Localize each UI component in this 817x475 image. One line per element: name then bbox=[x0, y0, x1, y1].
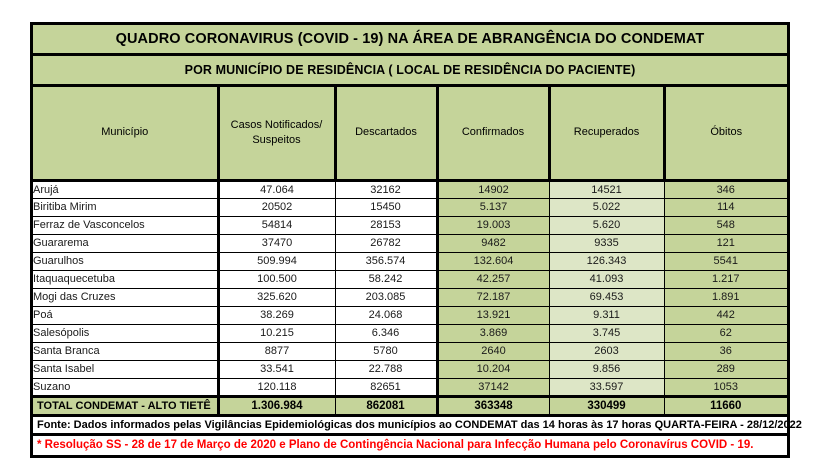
table-header-row bbox=[33, 87, 787, 180]
cell-confirmados: 14902 bbox=[437, 180, 549, 198]
total-notificados: 1.306.984 bbox=[218, 396, 335, 415]
cell-municipio: Suzano bbox=[33, 378, 218, 396]
cell-recuperados: 33.597 bbox=[549, 378, 664, 396]
cell-obitos: 289 bbox=[664, 360, 787, 378]
cell-recuperados: 2603 bbox=[549, 342, 664, 360]
cell-notificados: 33.541 bbox=[218, 360, 335, 378]
cell-obitos: 548 bbox=[664, 216, 787, 234]
column-header-casos-notificados-line1: Casos Notificados/ bbox=[230, 118, 323, 131]
table-row bbox=[33, 234, 787, 252]
cell-notificados: 37470 bbox=[218, 234, 335, 252]
cell-municipio: Mogi das Cruzes bbox=[33, 288, 218, 306]
table-row bbox=[33, 216, 787, 234]
cell-confirmados: 5.137 bbox=[437, 198, 549, 216]
cell-obitos: 5541 bbox=[664, 252, 787, 270]
table-total-row bbox=[33, 396, 787, 415]
footnote-source: Fonte: Dados informados pelas Vigilâncias Epidemiológicas dos municípios ao CONDEMAT das 14 horas às 17 horas QUARTA-FEIRA - 28/12/2022 bbox=[33, 417, 787, 436]
cell-municipio: Salesópolis bbox=[33, 324, 218, 342]
cell-obitos: 1.217 bbox=[664, 270, 787, 288]
table-row bbox=[33, 342, 787, 360]
cell-obitos: 442 bbox=[664, 306, 787, 324]
table-row bbox=[33, 198, 787, 216]
cell-notificados: 20502 bbox=[218, 198, 335, 216]
cell-confirmados: 2640 bbox=[437, 342, 549, 360]
cell-descartados: 24.068 bbox=[335, 306, 437, 324]
cell-municipio: Guararema bbox=[33, 234, 218, 252]
column-header-casos-notificados-line2: Suspeitos bbox=[252, 133, 301, 146]
cell-notificados: 509.994 bbox=[218, 252, 335, 270]
table-row bbox=[33, 306, 787, 324]
cell-notificados: 10.215 bbox=[218, 324, 335, 342]
table-row bbox=[33, 378, 787, 396]
column-header-casos-notificados bbox=[218, 87, 335, 180]
table-row bbox=[33, 252, 787, 270]
cell-descartados: 26782 bbox=[335, 234, 437, 252]
cell-municipio: Santa Isabel bbox=[33, 360, 218, 378]
cell-notificados: 54814 bbox=[218, 216, 335, 234]
total-recuperados: 330499 bbox=[549, 396, 664, 415]
cell-recuperados: 14521 bbox=[549, 180, 664, 198]
cell-notificados: 8877 bbox=[218, 342, 335, 360]
cell-obitos: 1053 bbox=[664, 378, 787, 396]
cell-descartados: 22.788 bbox=[335, 360, 437, 378]
total-label: TOTAL CONDEMAT - ALTO TIETÊ bbox=[33, 396, 218, 415]
table-body bbox=[33, 180, 787, 396]
cell-municipio: Guarulhos bbox=[33, 252, 218, 270]
page-title: QUADRO CORONAVIRUS (COVID - 19) NA ÁREA DE ABRANGÊNCIA DO CONDEMAT bbox=[33, 25, 787, 56]
table-row bbox=[33, 180, 787, 198]
table-row bbox=[33, 360, 787, 378]
page-subtitle: POR MUNICÍPIO DE RESIDÊNCIA ( LOCAL DE RESIDÊNCIA DO PACIENTE) bbox=[33, 56, 787, 87]
cell-recuperados: 69.453 bbox=[549, 288, 664, 306]
cell-obitos: 114 bbox=[664, 198, 787, 216]
cell-confirmados: 19.003 bbox=[437, 216, 549, 234]
cell-descartados: 6.346 bbox=[335, 324, 437, 342]
cell-municipio: Biritiba Mirim bbox=[33, 198, 218, 216]
cell-notificados: 38.269 bbox=[218, 306, 335, 324]
cell-municipio: Itaquaquecetuba bbox=[33, 270, 218, 288]
cell-confirmados: 42.257 bbox=[437, 270, 549, 288]
table-row bbox=[33, 324, 787, 342]
cell-recuperados: 9.856 bbox=[549, 360, 664, 378]
cell-municipio: Ferraz de Vasconcelos bbox=[33, 216, 218, 234]
covid-data-table bbox=[33, 87, 787, 417]
table-row bbox=[33, 270, 787, 288]
cell-confirmados: 37142 bbox=[437, 378, 549, 396]
total-obitos: 11660 bbox=[664, 396, 787, 415]
cell-notificados: 47.064 bbox=[218, 180, 335, 198]
cell-municipio: Santa Branca bbox=[33, 342, 218, 360]
cell-recuperados: 126.343 bbox=[549, 252, 664, 270]
column-header-obitos: Óbitos bbox=[664, 87, 787, 180]
cell-descartados: 356.574 bbox=[335, 252, 437, 270]
cell-notificados: 120.118 bbox=[218, 378, 335, 396]
cell-recuperados: 3.745 bbox=[549, 324, 664, 342]
cell-obitos: 1.891 bbox=[664, 288, 787, 306]
cell-descartados: 5780 bbox=[335, 342, 437, 360]
cell-descartados: 15450 bbox=[335, 198, 437, 216]
cell-confirmados: 132.604 bbox=[437, 252, 549, 270]
cell-notificados: 100.500 bbox=[218, 270, 335, 288]
cell-descartados: 203.085 bbox=[335, 288, 437, 306]
covid-table-board bbox=[30, 22, 802, 458]
cell-confirmados: 3.869 bbox=[437, 324, 549, 342]
column-header-descartados: Descartados bbox=[335, 87, 437, 180]
cell-recuperados: 5.022 bbox=[549, 198, 664, 216]
cell-obitos: 346 bbox=[664, 180, 787, 198]
cell-obitos: 121 bbox=[664, 234, 787, 252]
column-header-recuperados: Recuperados bbox=[549, 87, 664, 180]
cell-notificados: 325.620 bbox=[218, 288, 335, 306]
cell-recuperados: 41.093 bbox=[549, 270, 664, 288]
cell-obitos: 62 bbox=[664, 324, 787, 342]
total-descartados: 862081 bbox=[335, 396, 437, 415]
cell-recuperados: 9335 bbox=[549, 234, 664, 252]
cell-recuperados: 5.620 bbox=[549, 216, 664, 234]
cell-confirmados: 10.204 bbox=[437, 360, 549, 378]
cell-descartados: 82651 bbox=[335, 378, 437, 396]
cell-descartados: 58.242 bbox=[335, 270, 437, 288]
cell-confirmados: 13.921 bbox=[437, 306, 549, 324]
table-row bbox=[33, 288, 787, 306]
footnote-resolution: * Resolução SS - 28 de 17 de Março de 2020 e Plano de Contingência Nacional para Infecção Humana pelo Coronavírus COVID - 19. bbox=[33, 436, 787, 455]
total-confirmados: 363348 bbox=[437, 396, 549, 415]
cell-confirmados: 9482 bbox=[437, 234, 549, 252]
column-header-confirmados: Confirmados bbox=[437, 87, 549, 180]
cell-descartados: 32162 bbox=[335, 180, 437, 198]
cell-municipio: Poá bbox=[33, 306, 218, 324]
column-header-municipio: Município bbox=[33, 87, 218, 180]
cell-recuperados: 9.311 bbox=[549, 306, 664, 324]
cell-municipio: Arujá bbox=[33, 180, 218, 198]
cell-descartados: 28153 bbox=[335, 216, 437, 234]
cell-obitos: 36 bbox=[664, 342, 787, 360]
cell-confirmados: 72.187 bbox=[437, 288, 549, 306]
